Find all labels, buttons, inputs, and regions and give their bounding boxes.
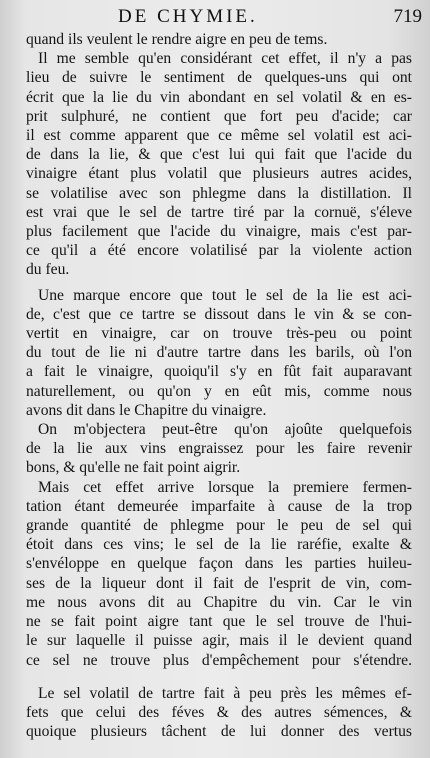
text-line: s'envéloppe en quelque façon dans les parties huileu- [26, 555, 412, 573]
text-line: avons dit dans le Chapitre du vinaigre. [26, 401, 267, 419]
text-line: de, c'est que ce tartre se dissout dans le vin & se con- [26, 305, 412, 323]
text-line: ce qu'il a été encore volatilisé par la violente action [26, 242, 412, 260]
text-line: naturellement, ou qu'on y en eût mis, comme nous [26, 382, 412, 400]
text-line: vertit en vinaigre, car on trouve très-peu ou point [26, 325, 412, 343]
text-line: bons, & qu'elle ne fait point aigrir. [26, 459, 241, 477]
text-line: ne se fait point aigre tant que le sel trouve de l'hui- [26, 613, 412, 631]
paragraph-2 [26, 49, 412, 279]
text-line: le sur laquelle il puisse agir, mais il le devient quand [26, 632, 412, 650]
text-line: prit sulphuré, ne contient que fort peu d'acide; car [26, 107, 412, 125]
text-line: tation étant demeurée imparfaite à cause de la trop [26, 497, 412, 515]
text-line: écrit que la lie du vin abondant en sel volatil & en es- [26, 88, 412, 106]
text-line: me nous avons dit au Chapitre du vin. Car le vin [26, 593, 412, 611]
text-line: fets que celui des féves & des autres sémences, & [26, 703, 412, 721]
text-line: Mais cet effet arrive lorsque la premiere fermen- [38, 478, 412, 496]
text-line: lieu de suivre le sentiment de quelques-uns qui ont [26, 69, 412, 87]
text-line: quand ils veulent le rendre aigre en peu de tems. [26, 31, 328, 48]
paragraph-1 [26, 30, 412, 49]
text-line: est vrai que le sel de tartre tiré par la cornuë, s'éleve [26, 203, 412, 221]
text-line: a fait le vinaigre, quoiqu'il s'y en fût fait auparavant [26, 363, 412, 381]
text-line: Il me semble qu'en considérant cet effet, il n'y a pas [38, 50, 412, 68]
paragraph-3 [26, 286, 412, 420]
paragraph-6 [26, 684, 412, 742]
text-line: ses de la liqueur dont il fait de l'esprit de vin, com- [26, 574, 412, 592]
text-line: de la lie aux vins engraissez pour les faire revenir [26, 440, 412, 458]
text-line: il est comme apparent que ce même sel volatil est aci- [26, 127, 412, 145]
text-line: vinaigre étant plus volatil que plusieurs autres acides, [26, 165, 412, 183]
paragraph-5 [26, 478, 412, 670]
text-line: se volatilise avec son phlegme dans la distillation. Il [26, 184, 412, 202]
text-line: plus facilement que l'acide du vinaigre, mais c'est par- [26, 223, 412, 241]
text-line: quoique plusieurs tâchent de lui donner des vertus [26, 723, 412, 741]
running-head: DE CHYMIE. [118, 6, 258, 27]
text-line: Le sel volatil de tartre fait à peu près les mêmes ef- [38, 684, 412, 702]
paragraph-4 [26, 420, 412, 478]
text-line: du feu. [26, 261, 70, 279]
body-text [26, 30, 412, 741]
page-number: 719 [393, 6, 422, 27]
text-line: de dans la lie, & que c'est lui qui fait que l'acide du [26, 146, 412, 164]
text-line: grande quantité de phlegme pour le peu de sel qui [26, 517, 412, 535]
text-line: On m'objectera peut-être qu'on ajoûte quelquefois [38, 421, 412, 439]
text-line: du tout de lie ni d'autre tartre dans les barils, où l'on [26, 344, 412, 362]
text-line: étoit dans ces vins; le sel de la lie raréfie, exalte & [26, 536, 412, 554]
text-line: Une marque encore que tout le sel de la lie est aci- [38, 286, 412, 304]
text-line: ce sel ne trouve plus d'empêchement pour s'étendre. [26, 651, 412, 669]
